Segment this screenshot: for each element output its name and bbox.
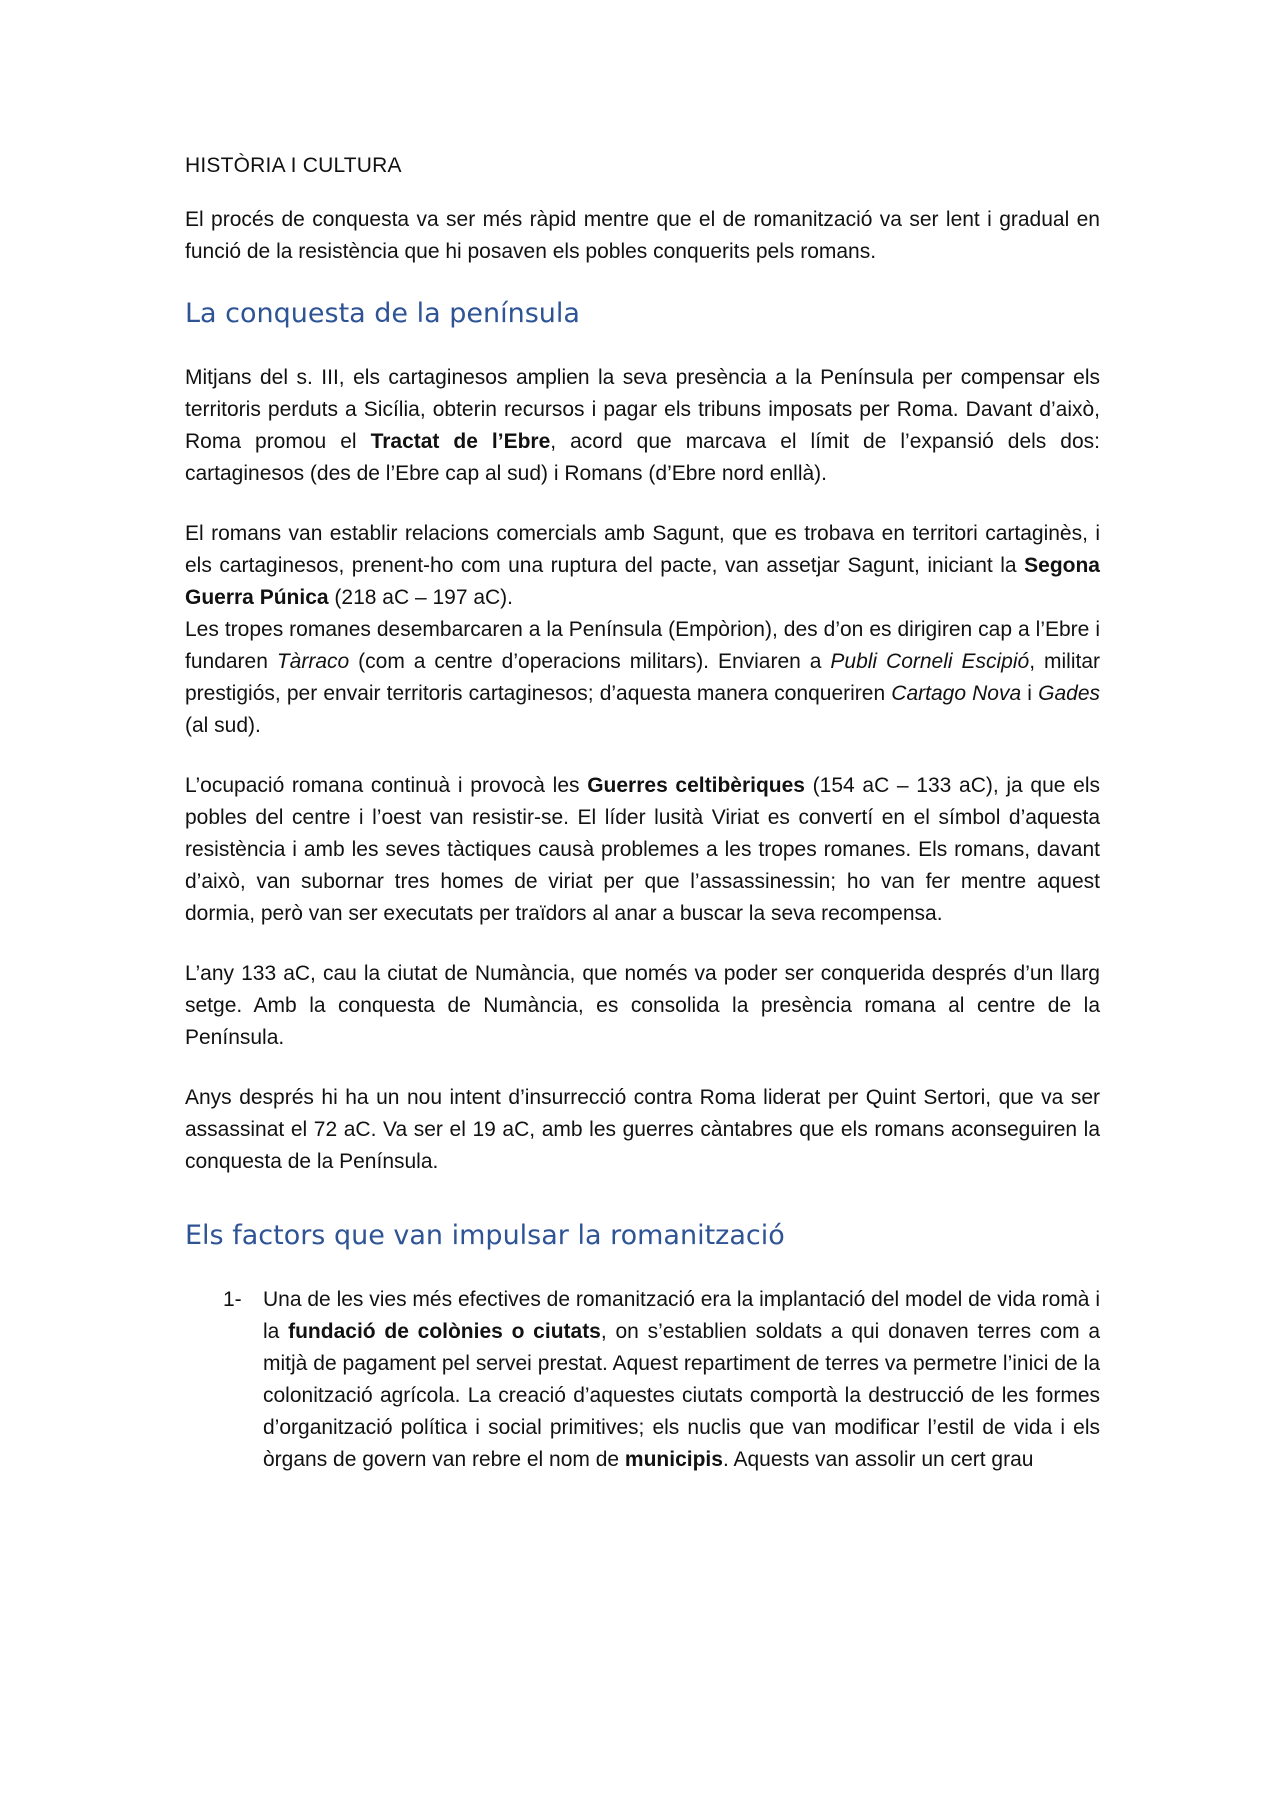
text: i	[1021, 682, 1039, 705]
text: El romans van establir relacions comercials amb Sagunt, que es trobava en territori cartaginès, i els cartaginesos, prenent-ho com una ruptura del pacte, van assetjar Sagunt, iniciant la	[185, 522, 1100, 577]
section-heading-factors: Els factors que van impulsar la romanització	[185, 1220, 785, 1251]
text: (218 aC – 197 aC).	[328, 586, 513, 609]
document-page	[185, 150, 1100, 1476]
paragraph-sagunt	[185, 518, 1100, 614]
text: , acord que marcava el límit de l’expansió dels dos: cartaginesos (des de l’Ebre cap al sud) i Romans (d’Ebre nord enllà).	[185, 430, 1100, 485]
list-item-text	[263, 1284, 1100, 1476]
text: (com a centre d’operacions militars). Enviaren a	[349, 650, 831, 673]
paragraph-tropes	[185, 614, 1100, 742]
italic-cartago-nova: Cartago Nova	[891, 682, 1022, 705]
italic-gades: Gades	[1038, 682, 1100, 705]
text: Una de les vies més efectives de romanització era la implantació del model de vida romà i la	[263, 1288, 1100, 1343]
paragraph-tractat	[185, 362, 1100, 490]
section-heading-conquesta: La conquesta de la península	[185, 298, 580, 329]
paragraph-celtiberiques	[185, 770, 1100, 930]
intro-paragraph: El procés de conquesta va ser més ràpid mentre que el de romanització va ser lent i gradual en funció de la resistència que hi posaven els pobles conquerits pels romans.	[185, 208, 1100, 263]
paragraph-sertori: Anys després hi ha un nou intent d’insurrecció contra Roma liderat per Quint Sertori, que va ser assassinat el 72 aC. Va ser el 19 aC, amb les guerres càntabres que els romans aconseguiren la conquesta de la Península.	[185, 1086, 1100, 1173]
text: L’ocupació romana continuà i provocà les	[185, 774, 588, 797]
text: Mitjans del s. III, els cartaginesos amplien la seva presència a la Península per compensar els territoris perduts a Sicília, obterin recursos i pagar els tribuns imposats per Roma. Davant d’això, Roma promou el	[185, 366, 1100, 453]
text: , militar prestigiós, per envair territoris cartaginesos; d’aquesta manera conqueriren	[185, 650, 1100, 705]
factors-list	[185, 1284, 1100, 1476]
list-item	[185, 1284, 1100, 1476]
bold-term-guerres-celtiberiques: Guerres celtibèriques	[587, 774, 805, 797]
bold-term-municipis: municipis	[624, 1448, 723, 1471]
list-item-number: 1-	[223, 1288, 242, 1311]
text: Les tropes romanes desembarcaren a la Península (Empòrion), des d’on es dirigiren cap a l’Ebre i fundaren	[185, 618, 1100, 673]
bold-term-tractat: Tractat de l’Ebre	[370, 430, 551, 453]
text: (154 aC – 133 aC), ja que els pobles del centre i l’oest van resistir-se. El líder lusità Viriat es convertí en el símbol d’aquesta resistència i amb les seves tàctiques causà problemes a les tropes romanes. Els romans, davant d’això, van subornar tres homes de viriat per que l’assassinessin; ho van fer mentre aquest dormia, però van ser executats per traïdors al anar a buscar la seva recompensa.	[185, 774, 1100, 925]
text: (al sud).	[185, 714, 261, 737]
bold-term-guerra-punica: Segona Guerra Púnica	[185, 554, 1100, 609]
italic-tarraco: Tàrraco	[276, 650, 350, 673]
italic-escipio: Publi Corneli Escipió	[830, 650, 1030, 673]
paragraph-numancia: L’any 133 aC, cau la ciutat de Numància, que només va poder ser conquerida després d’un llarg setge. Amb la conquesta de Numància, es consolida la presència romana al centre de la Península.	[185, 962, 1100, 1049]
bold-term-fundacio: fundació de colònies o ciutats	[288, 1320, 601, 1343]
text: . Aquests van assolir un cert grau	[722, 1448, 1034, 1471]
document-header: HISTÒRIA I CULTURA	[185, 154, 402, 177]
text: , on s’establien soldats a qui donaven terres com a mitjà de pagament pel servei prestat. Aquest repartiment de terres va permetre l’inici de la colonització agrícola. La creació d’aquestes ciutats comportà la destrucció de les formes d’organització política i social primitives; els nuclis que van modificar l’estil de vida i els òrgans de govern van rebre el nom de	[263, 1320, 1100, 1471]
